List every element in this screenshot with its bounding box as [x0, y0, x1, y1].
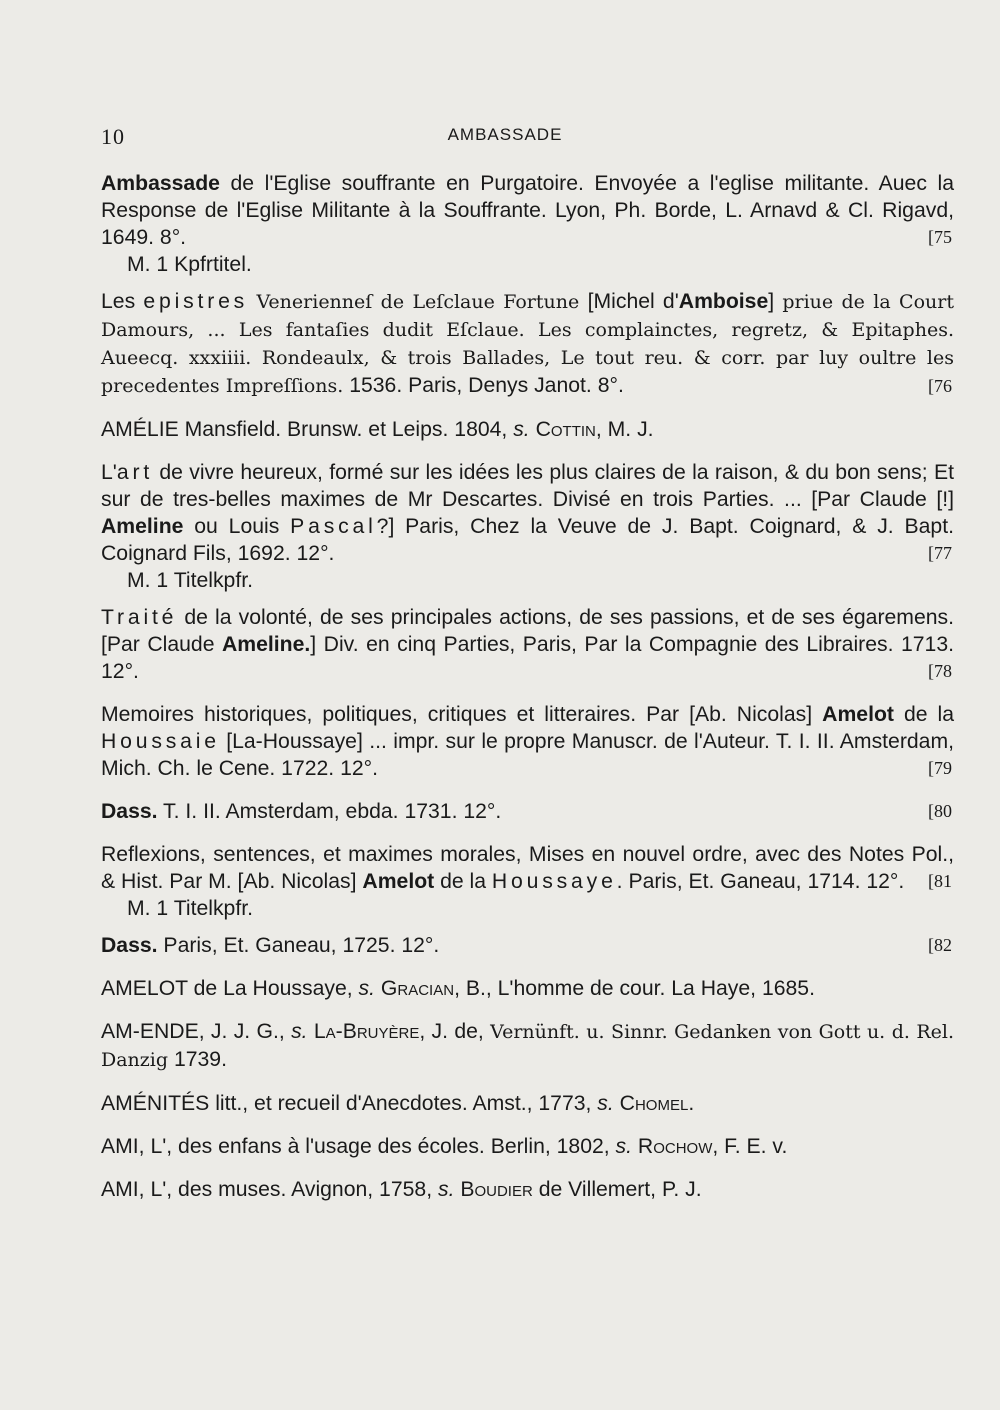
entry-text: ] Div. en cinq Parties, Paris, Par la Compagnie des Libraires. 1713. 12°. [101, 633, 954, 683]
entry-text: ] [768, 290, 783, 313]
entry-heading: AMI, L', des muses. Avignon, 1758, [101, 1178, 438, 1201]
entry-number: [79 [928, 758, 952, 778]
reference-name: La-Bruyère [307, 1020, 420, 1043]
entry-text: de Villemert, P. J. [532, 1178, 702, 1201]
entry-spaced-word: Houssaie [101, 730, 220, 753]
entry-text: , F. E. v. [712, 1135, 788, 1158]
entry-heading: AMÉLIE Mansfield. Brunsw. et Leips. 1804, [101, 418, 514, 441]
entry-text: T. I. II. Amsterdam, ebda. 1731. 12°. [157, 800, 502, 823]
entry-text: de la [434, 870, 492, 893]
reference-name: Gracian [375, 977, 455, 1000]
entry-note: M. 1 Titelkpfr. [127, 569, 253, 592]
entry-author: Ameline. [221, 633, 311, 656]
entry-text: , J. de, [419, 1020, 491, 1043]
entry-text: de la [893, 703, 954, 726]
entry-cross-reference [101, 975, 954, 1002]
entry-text: Memoires historiques, politiques, critiques et litteraires. Par [Ab. Nicolas] [101, 703, 823, 726]
entry-number: [82 [928, 935, 952, 955]
entry-number: [77 [928, 543, 952, 563]
see-marker: s. [291, 1020, 308, 1043]
entry-text: 1536. Paris, Denys Janot. 8°. [343, 374, 624, 397]
entry-text: Paris, Et. Ganeau, 1725. 12°. [157, 934, 440, 957]
entry-number: [80 [928, 801, 952, 821]
entry-spaced-word: epistres [143, 290, 249, 313]
bibliography-entries [101, 170, 954, 1219]
entry-fraktur-text: priue de la Court Damours, ... Les fantaſies dudit Eſclaue. Les complainctes, regretz, & Epitaphes. Aueecq. xxxiiii. Rondeaulx, & trois Ballades, Le tout reu. & corr. par luy oultre les precedentes Impreſſions. [101, 291, 954, 397]
entry-cross-reference [101, 416, 954, 443]
entry-75 [101, 170, 954, 278]
entry-note: M. 1 Titelkpfr. [127, 897, 253, 920]
entry-text: . [688, 1092, 695, 1115]
entry-text-pre: Les [101, 290, 144, 313]
reference-name: Chomel [613, 1092, 689, 1115]
running-title: AMBASSADE [447, 125, 563, 144]
entry-number: [78 [928, 661, 952, 681]
entry-80 [101, 798, 954, 825]
see-marker: s. [597, 1092, 614, 1115]
entry-text: , M. J. [595, 418, 654, 441]
reference-name: Cottin [529, 418, 596, 441]
entry-text: 1739. [168, 1048, 227, 1071]
see-marker: s. [358, 977, 376, 1000]
entry-cross-reference [101, 1090, 954, 1117]
entry-heading: AMÉNITÉS litt., et recueil d'Anecdotes. Amst., 1773, [101, 1092, 598, 1115]
entry-heading: AM-ENDE, J. J. G., [101, 1020, 292, 1043]
entry-heading: Dass. [101, 800, 158, 823]
entry-text: [Michel d' [587, 290, 679, 313]
entry-fraktur-text: Vernünft. u. Sinnr. Gedanken von Gott u. d. Rel. Danzig [101, 1021, 955, 1071]
entry-text: , B., L'homme de cour. La Haye, 1685. [454, 977, 815, 1000]
entry-cross-reference [101, 1133, 954, 1160]
entry-cross-reference [101, 1176, 954, 1203]
entry-spaced-word: Pascal [290, 515, 377, 538]
entry-text: [La-Houssaye] ... impr. sur le propre Manuscr. de l'Auteur. T. I. II. Amsterdam, Mich. Ch. le Cene. 1722. 12°. [101, 730, 954, 780]
entry-author: Amboise [678, 290, 769, 313]
entry-76 [101, 288, 954, 400]
reference-name: Boudier [454, 1178, 533, 1201]
entry-note: M. 1 Kpfrtitel. [127, 253, 252, 276]
page-number: 10 [101, 124, 125, 149]
entry-81 [101, 841, 954, 922]
entry-heading: Dass. [101, 934, 158, 957]
entry-78 [101, 604, 954, 685]
entry-heading: AMI, L', des enfans à l'usage des écoles. Berlin, 1802, [101, 1135, 616, 1158]
entry-author: Amelot [362, 870, 435, 893]
see-marker: s. [615, 1135, 633, 1158]
entry-text: de la volonté, de ses principales actions, de ses passions, et de ses égaremens. [Par Claude [101, 606, 954, 656]
entry-heading: AMELOT de La Houssaye, [101, 977, 359, 1000]
entry-79 [101, 701, 954, 782]
entry-fraktur-text: Venerienneſ de Leſclaue Fortune [248, 291, 588, 313]
entry-text: de l'Eglise souffrante en Purgatoire. Envoyée a l'eglise militante. Auec la Response de l'Eglise Militante à la Souffrante. Lyon, Ph. Borde, L. Arnavd & Cl. Rigavd, 1649. 8°. [101, 172, 954, 249]
entry-text: ou Louis [183, 515, 291, 538]
entry-text: de vivre heureux, formé sur les idées les plus claires de la raison, & du bon sens; Et sur de tres-belles maximes de Mr Descartes. Divisé en trois Parties. ... [Par Claude [!] [101, 461, 954, 511]
entry-cross-reference [101, 1018, 954, 1074]
entry-text: Reflexions, sentences, et maximes morales, Mises en nouvel ordre, avec des Notes Pol., & Hist. Par M. [Ab. Nicolas] [101, 843, 954, 893]
see-marker: s. [513, 418, 530, 441]
reference-name: Rochow [632, 1135, 713, 1158]
entry-text: ?] Paris, Chez la Veuve de J. Bapt. Coignard, & J. Bapt. Coignard Fils, 1692. 12°. [101, 515, 954, 565]
entry-82 [101, 932, 954, 959]
entry-spaced-word: art [116, 461, 154, 484]
see-marker: s. [437, 1178, 455, 1201]
page-header [101, 124, 954, 154]
entry-heading: Ambassade [101, 172, 220, 195]
entry-author: Ameline [101, 515, 184, 538]
entry-number: [75 [928, 227, 952, 247]
entry-text-pre: L' [101, 461, 117, 484]
entry-spaced-word: Traité [101, 606, 178, 629]
entry-77 [101, 459, 954, 594]
entry-number: [76 [928, 376, 952, 396]
entry-number: [81 [928, 871, 952, 891]
entry-spaced-word: Houssaye [491, 870, 617, 893]
entry-text: . Paris, Et. Ganeau, 1714. 12°. [616, 870, 905, 893]
entry-author: Amelot [822, 703, 894, 726]
